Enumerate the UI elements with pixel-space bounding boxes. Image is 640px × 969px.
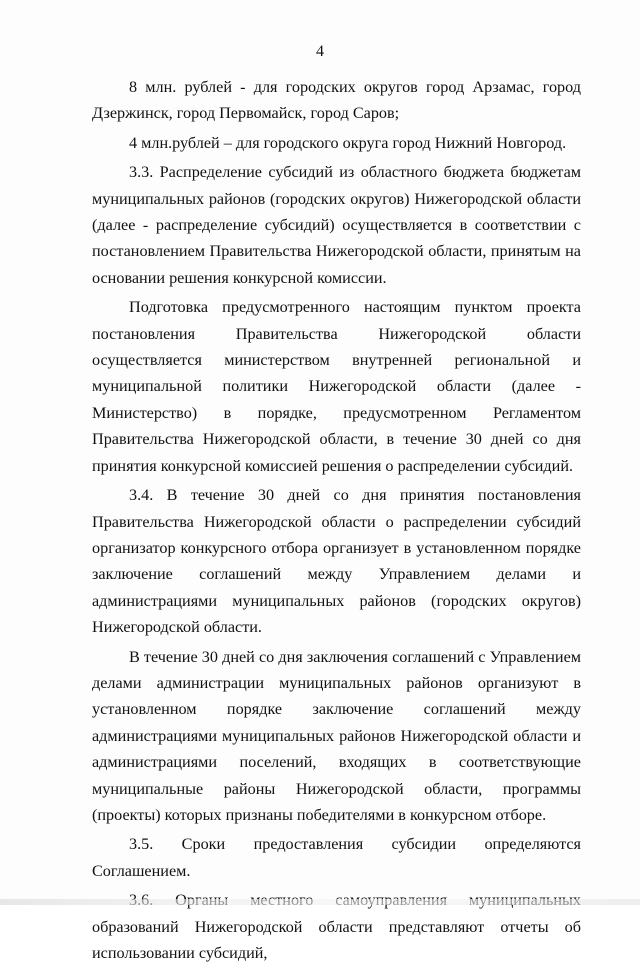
paragraph-preparation: Подготовка предусмотренного настоящим пунктом проекта постановления Правительства Нижегородской области осуществляется министерством внутренней региональной и муниципальной политики Нижегородской области (далее - Министерство) в порядке, предусмотренном Регламентом Правительства Нижегородской области, в течение 30 дней со дня принятия конкурсной комиссией решения о распределении субсидий. [92,298,581,475]
paragraph-3-6: образований Нижегородской области представляют отчеты об использовании субсидий, [92,917,581,962]
document-body [92,74,581,969]
paragraph-settlements: В течение 30 дней со дня заключения соглашений с Управлением делами администрации муниципальных районов организуют в установленном порядке заключение соглашений между администрациями муниципальных районов Нижегородской области и администрациями поселений, входящих в соответствующие муниципальные районы Нижегородской области, программы (проекты) которых признаны победителями в конкурсном отборе. [92,647,581,824]
paragraph-3-4: 3.4. В течение 30 дней со дня принятия постановления Правительства Нижегородской области о распределении субсидий организатор конкурсного отбора организует в установленном порядке заключение соглашений между Управлением делами и администрациями муниципальных районов (городских округов) Нижегородской области. [92,486,581,637]
paragraph-3-5: 3.5. Сроки предоставления субсидии определяются Соглашением. [92,835,581,880]
page-number: 4 [316,43,324,60]
paragraph-subsidy-8mln: 8 млн. рублей - для городских округов город Арзамас, город Дзержинск, город Первомайск, город Саров; [92,78,581,123]
paragraph-3-3: 3.3. Распределение субсидий из областного бюджета бюджетам муниципальных районов (городских округов) Нижегородской области (далее - распределение субсидий) осуществляется в соответствии с постановлением Правительства Нижегородской области, принятым на основании решения конкурсной комиссии. [92,163,581,287]
scan-edge-shadow [0,899,640,905]
paragraph-subsidy-4mln: 4 млн.рублей – для городского округа город Нижний Новгород. [129,133,567,152]
